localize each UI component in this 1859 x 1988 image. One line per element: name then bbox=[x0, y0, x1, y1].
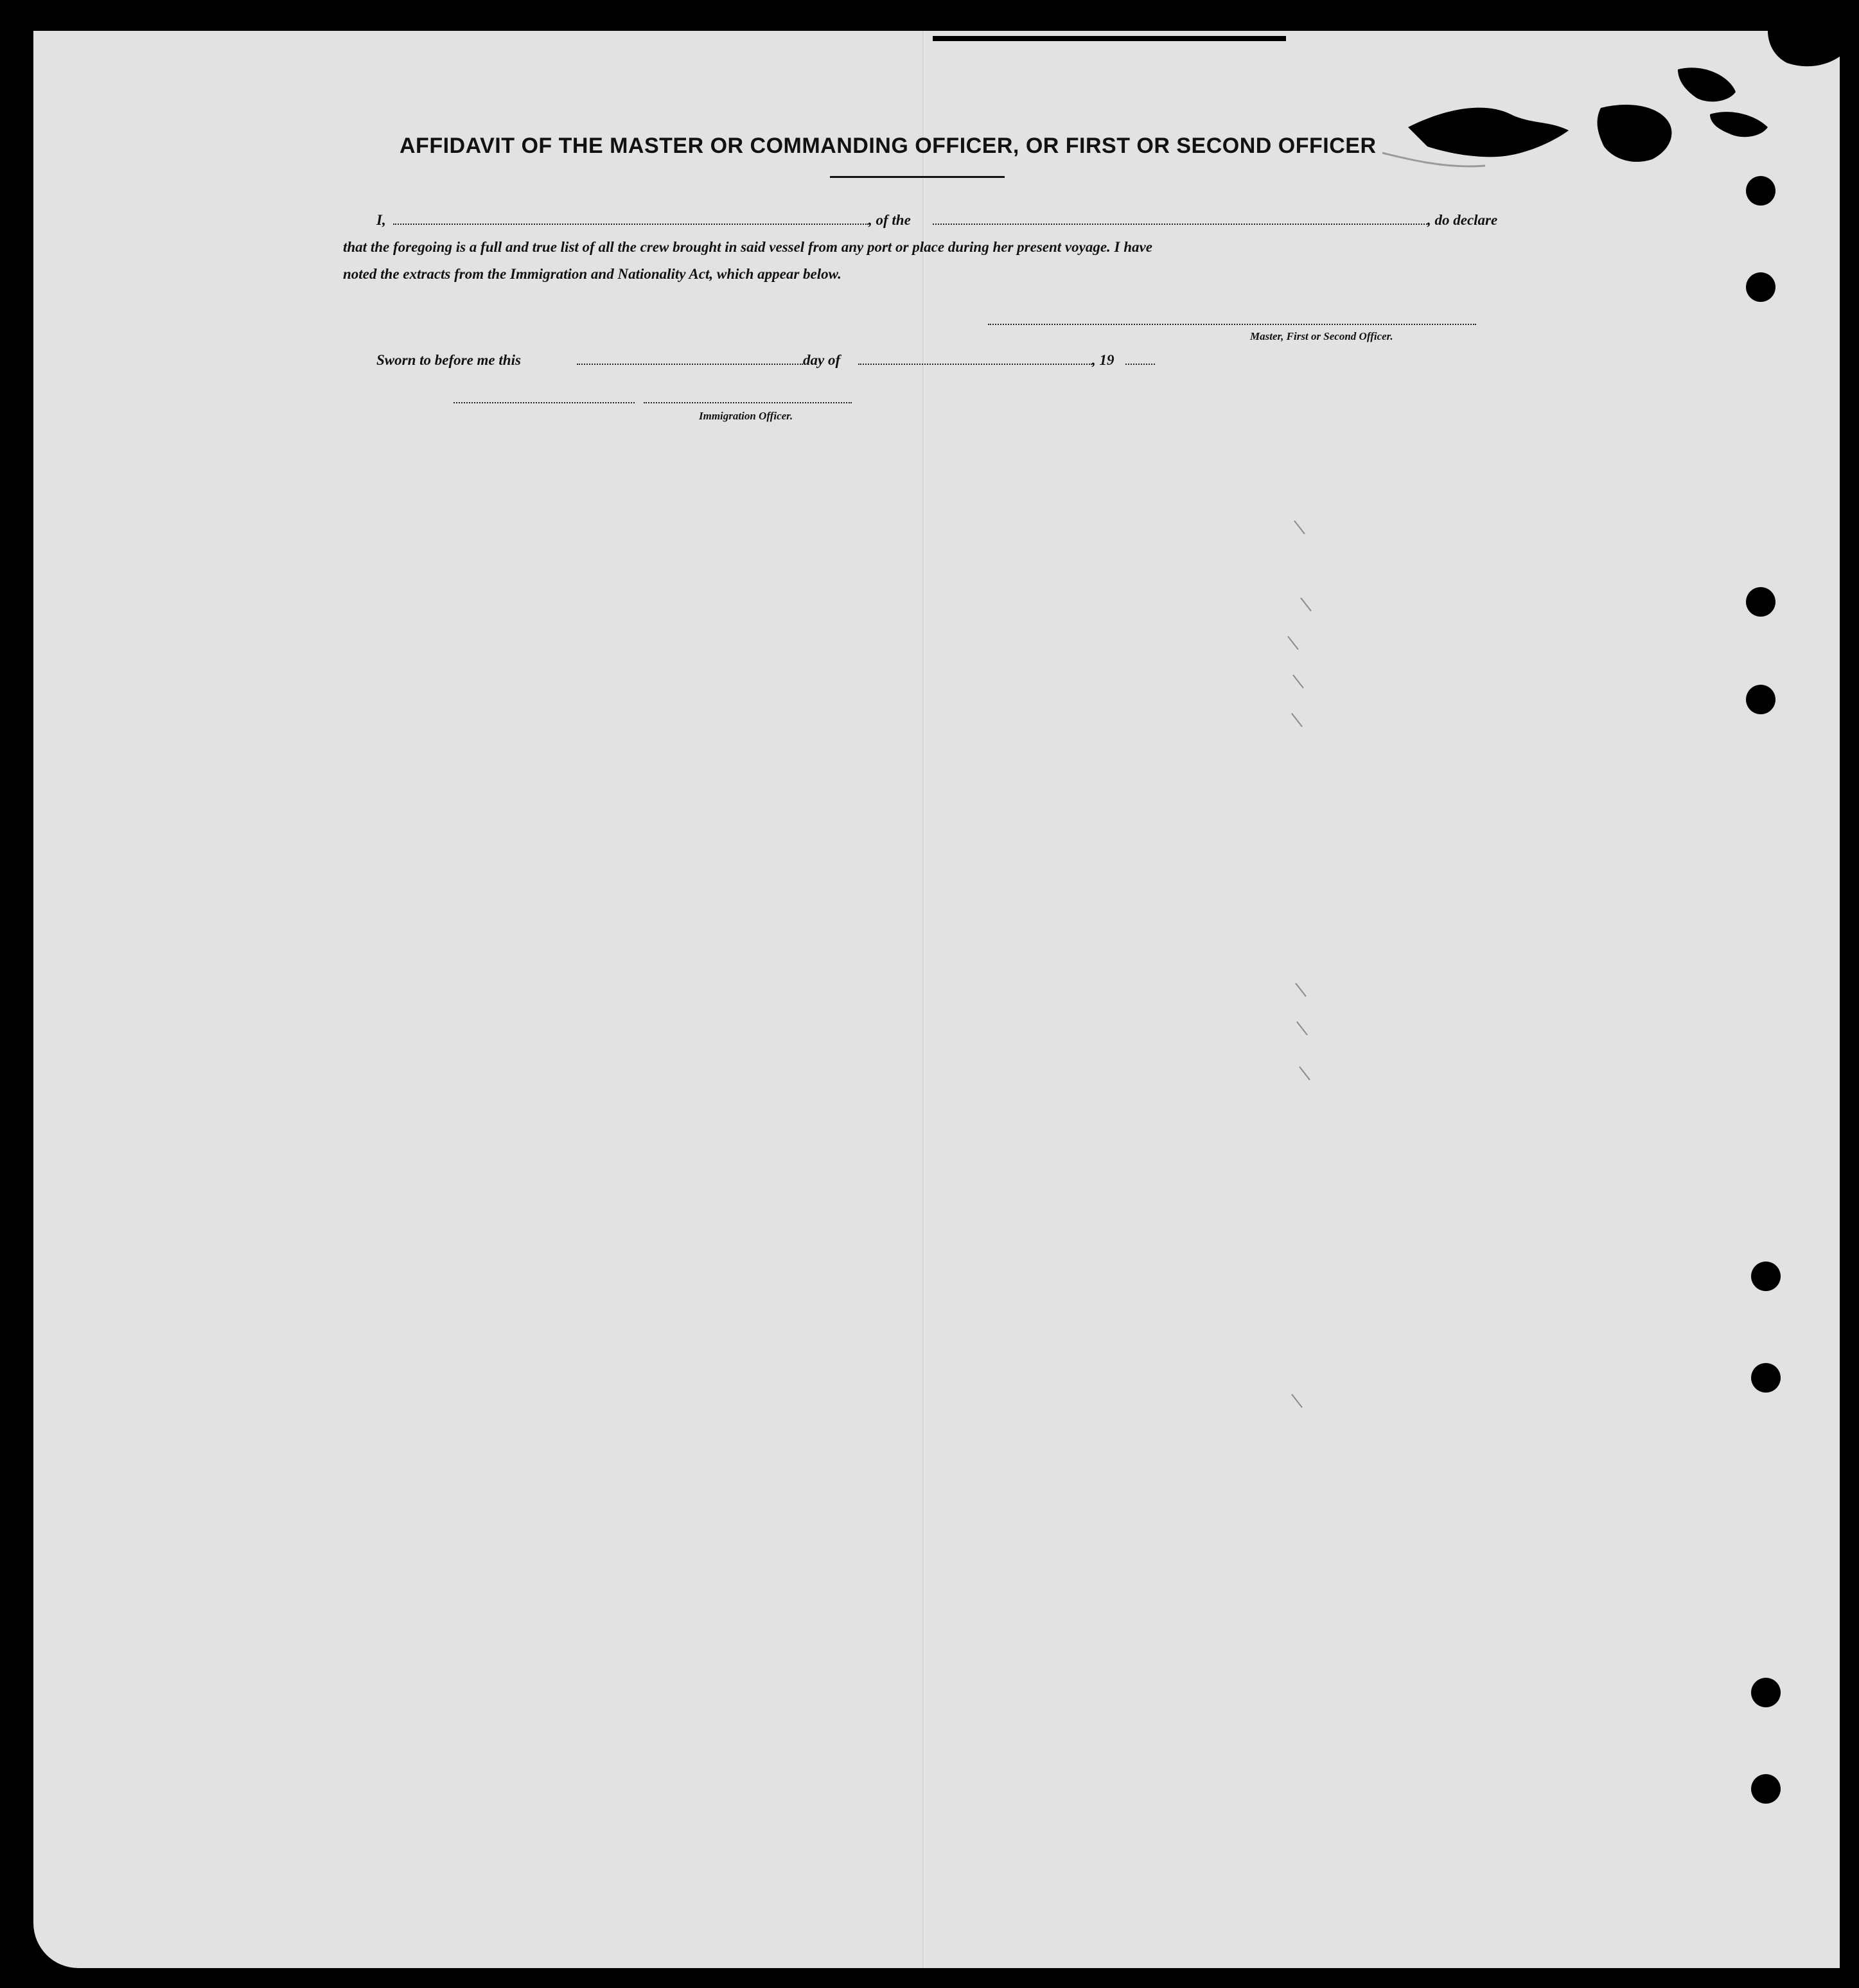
declaration-line-2: that the foregoing is a full and true list of all the crew brought in said vessel from any port or place during her present voyage. I have bbox=[343, 239, 1152, 255]
paper-mark bbox=[1296, 1021, 1308, 1035]
sworn-day-of: day of bbox=[803, 352, 841, 368]
paper-sheet bbox=[33, 31, 1840, 1968]
paper-mark bbox=[1294, 520, 1305, 534]
center-fold bbox=[922, 31, 925, 1968]
sworn-year-prefix: , 19 bbox=[1092, 352, 1115, 368]
declaration-of-the: , of the bbox=[868, 212, 911, 228]
name-blank-line bbox=[393, 224, 868, 225]
paper-mark bbox=[1295, 983, 1307, 997]
month-blank-line bbox=[858, 364, 1092, 365]
officer-signature-line-1 bbox=[454, 402, 635, 403]
punch-hole bbox=[1751, 1363, 1781, 1393]
vessel-blank-line bbox=[933, 224, 1427, 225]
declaration-do-declare: , do declare bbox=[1427, 212, 1498, 228]
punch-hole bbox=[1751, 1774, 1781, 1804]
paper-mark bbox=[1291, 713, 1303, 727]
punch-hole bbox=[1751, 1262, 1781, 1291]
day-blank-line bbox=[577, 364, 803, 365]
page-title: AFFIDAVIT OF THE MASTER OR COMMANDING OFFICER, OR FIRST OR SECOND OFFICER bbox=[400, 134, 1377, 158]
master-signature-label: Master, First or Second Officer. bbox=[1250, 330, 1393, 342]
punch-hole bbox=[1746, 272, 1775, 302]
officer-signature-line-2 bbox=[644, 402, 852, 403]
sworn-prefix: Sworn to before me this bbox=[376, 352, 521, 368]
paper-mark bbox=[1287, 636, 1299, 650]
title-underline bbox=[830, 176, 1005, 178]
punch-hole bbox=[1746, 685, 1775, 714]
master-signature-line bbox=[988, 324, 1476, 325]
punch-hole bbox=[1751, 1678, 1781, 1707]
year-blank-line bbox=[1125, 364, 1155, 365]
paper-mark bbox=[1299, 1066, 1310, 1080]
punch-hole bbox=[1746, 176, 1775, 206]
paper-mark bbox=[1300, 597, 1312, 611]
officer-signature-label: Immigration Officer. bbox=[699, 410, 793, 422]
paper-mark bbox=[1292, 674, 1304, 689]
paper-mark bbox=[1291, 1394, 1303, 1408]
declaration-line-3: noted the extracts from the Immigration and Nationality Act, which appear below. bbox=[343, 266, 841, 282]
punch-hole bbox=[1746, 587, 1775, 617]
declaration-i: I, bbox=[376, 212, 386, 228]
